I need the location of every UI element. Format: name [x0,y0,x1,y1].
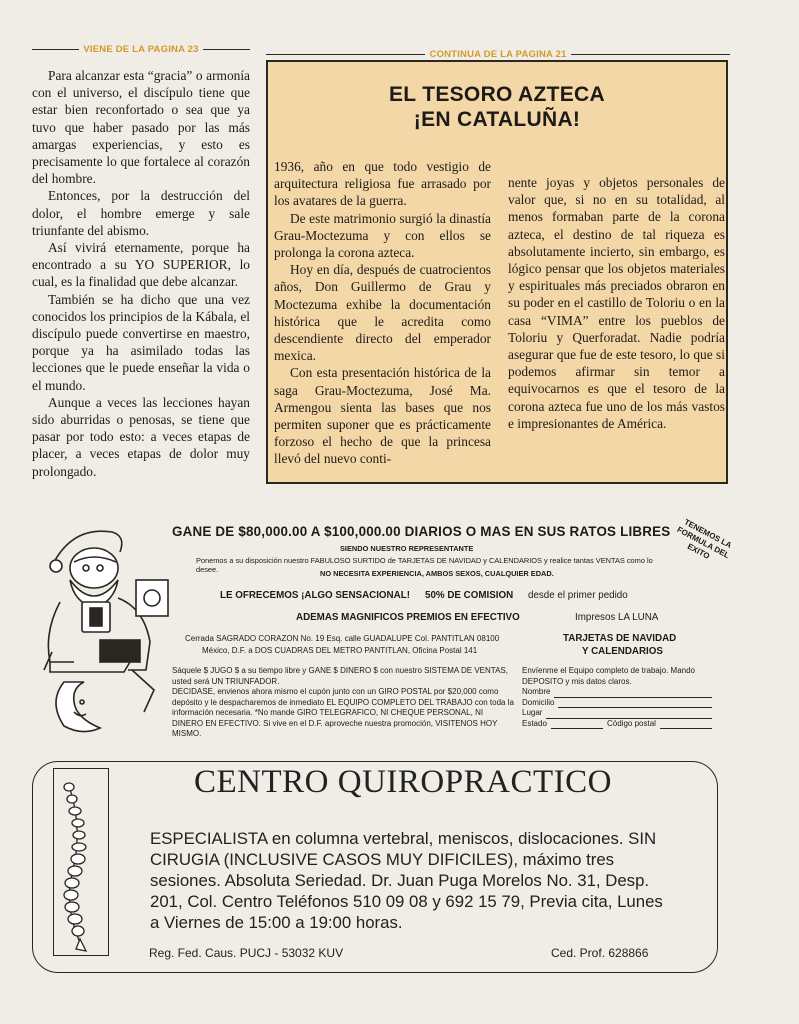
clinic-title: CENTRO QUIROPRACTICO [194,764,612,800]
paragraph: Hoy en día, después de cuatrocientos años, Don Guillermo de Grau y Moctezuma exhibe la documentación histórica que le acredita como descendiente directo del emperador mexica. [274,262,491,364]
professional-license: Ced. Prof. 628866 [551,946,649,960]
coupon-state-field[interactable]: Estado Código postal [522,719,712,730]
paragraph: Aunque a veces las lecciones hayan sido aburridas o penosas, se tiene que pasar por todo esto: a veces etapas de placer, a veces etapas de dolor muy prolongado. [32,394,250,479]
address-line-1: Cerrada SAGRADO CORAZON No. 19 Esq. calle GUADALUPE Col. PANTITLAN 08100 [185,634,500,643]
representative-line: SIENDO NUESTRO REPRESENTANTE [340,544,474,553]
santa-illustration [34,522,172,740]
tax-registration: Reg. Fed. Caus. PUCJ - 53032 KUV [149,946,344,960]
article-column-1 [274,158,491,468]
left-column-text [32,67,250,480]
paragraph: También se ha dicho que una vez conocidos los principios de la Kábala, el discípulo puede convertirse en maestro, porque ya ha asimilado todas las lecciones que le puede enseñar la vida o el mundo. [32,291,250,393]
paragraph: nente joyas y objetos personales de valor que, si no en su totalidad, al menos formaban parte de la corona azteca, el destino de tal riqueza es absolutamente incierto, sin embargo, es lógico pensar que los objetos materiales y espirituales más preciados obraron en su poder en el castillo de Toloriu o en la casa “VIMA” entre los pueblos de Toloriu y Querforadat. Nadie podría asegurar que fue de este tesoro, lo que si podemos afirmar sin temor a equivocarnos es que el tesoro de la corona azteca fue uno de los más vastos e impresionantes de América. [508,175,725,431]
offer-line: Ponemos a su disposición nuestro FABULOSO SURTIDO de TARJETAS DE NAVIDAD y CALENDARIOS y realice tantas VENTAS como lo desee. [196,556,653,574]
left-column [32,44,250,480]
running-head-left: VIENE DE LA PAGINA 23 [32,44,250,55]
paragraph: Con esta presentación histórica de la saga Grau-Moctezuma, José Ma. Armengou sienta las bases que nos permiten suponer que es prácticamente forzoso el hecho de que la princesa llevó del nuevo conti- [274,365,491,467]
paragraph: 1936, año en que todo vestigio de arquitectura religiosa fue arrasado por los avatares de la guerra. [274,159,491,209]
coupon[interactable]: Envíenme el Equipo completo de trabajo. Mando DEPOSITO y mis datos claros. Nombre Domicilio Lugar Estado Código postal [522,666,712,729]
luna-advertisement [30,518,770,743]
first-order-line: desde el primer pedido [528,590,628,601]
instructions: Sáquele $ JUGO $ a su tiempo libre y GANE $ DINERO $ con nuestro SISTEMA DE VENTAS, usted será UN TRIUNFADOR. DECIDASE, envienos ahora mismo el cupón junto con un GIRO POSTAL por $20,000 como depósito y le despacharemos de inmediato EL EQUIPO COMPLETO DEL TRABAJO con toda la información necesaria. *No mande GIRO TELEGRAFICO, NI CHEQUE PERSONAL, NI DINERO EN EFECTIVO. Si vive en el D.F. aproveche nuestra promoción, VISITENOS HOY MISMO. [172,666,514,738]
cards-line: TARJETAS DE NAVIDAD [563,633,677,644]
paragraph: Entonces, por la destrucción del dolor, el hombre emerge y sale triunfante del abismo. [32,188,250,238]
paragraph: Para alcanzar esta “gracia” o armonía con el universo, el discípulo tiene que estar bien reconfortado o sea que ya tuvo que haber pasado por las más amargas experiencias, y esto es precisamente lo que fortalece al corazón del hombre. [32,68,250,187]
sensational-line: LE OFRECEMOS ¡ALGO SENSACIONAL! [220,590,410,601]
formula-badge: TENEMOS LA FORMULA DEL EXITO [675,517,734,561]
luna-headline: GANE DE $80,000.00 A $100,000.00 DIARIOS O MAS EN SUS RATOS LIBRES [172,524,671,539]
spine-illustration-frame [53,768,109,956]
article-column-2 [508,174,725,432]
coupon-home-field[interactable]: Domicilio [522,698,712,709]
running-head-right: CONTINUA DE LA PAGINA 21 [266,49,730,60]
address-line-2: México, D.F. a DOS CUADRAS DEL METRO PANTITLAN, Oficina Postal 141 [202,646,478,655]
clinic-advertisement [32,761,718,973]
article-box [266,60,728,484]
commission-line: 50% DE COMISION [425,590,514,601]
calendars-line: Y CALENDARIOS [582,646,663,657]
paragraph: De este matrimonio surgió la dinastía Grau-Moctezuma y con ellos se prolonga la corona azteca. [274,210,491,261]
no-experience-line: NO NECESITA EXPERIENCIA, AMBOS SEXOS, CUALQUIER EDAD. [320,569,554,578]
printer-name: Impresos LA LUNA [575,612,659,623]
prizes-line: ADEMAS MAGNIFICOS PREMIOS EN EFECTIVO [296,612,520,623]
coupon-place-field[interactable]: Lugar [522,708,712,719]
coupon-name-field[interactable]: Nombre [522,687,712,698]
clinic-body: ESPECIALISTA en columna vertebral, meniscos, dislocaciones. SIN CIRUGIA (INCLUSIVE CASOS MUY DIFICILES), máximo tres sesiones. Absoluta Seriedad. Dr. Juan Puga Morelos No. 31, Desp. 201, Col. Centro Teléfonos 510 09 08 y 692 15 79, Previa cita, Lunes a Viernes de 15:00 a 19:00 horas. [150,829,663,932]
article-title: EL TESORO AZTECA ¡EN CATALUÑA! [389,83,605,131]
paragraph: Así vivirá eternamente, porque ha encontrado a su YO SUPERIOR, lo cual, es la finalidad que debe alcanzar. [32,240,250,290]
spine-icon [54,769,107,954]
